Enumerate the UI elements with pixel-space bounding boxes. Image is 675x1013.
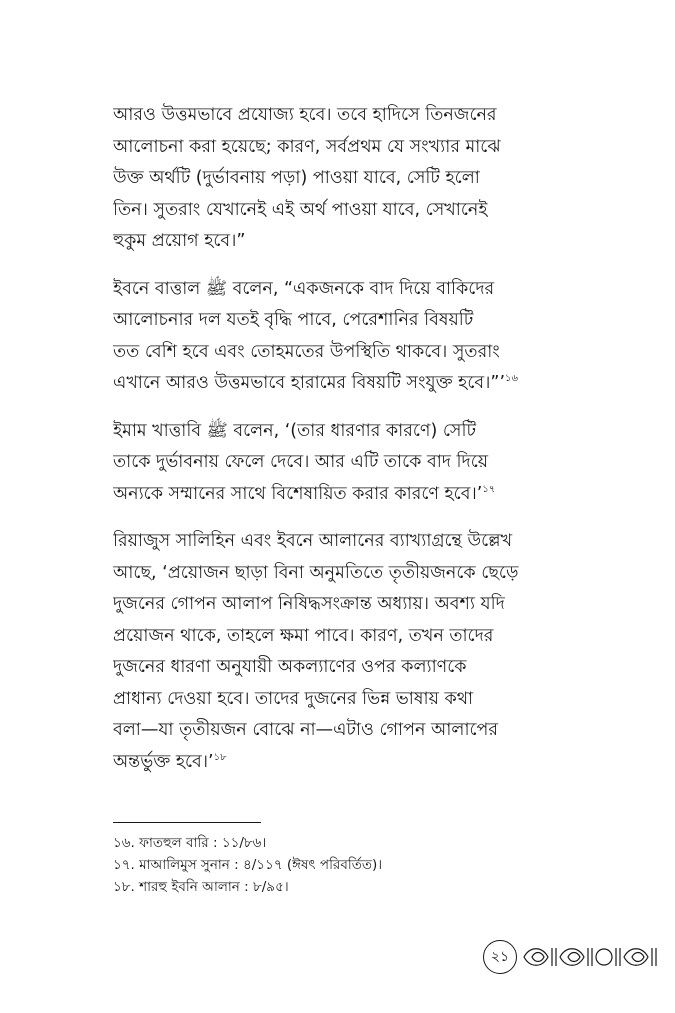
paragraph-2: [113, 274, 563, 400]
text-line: রিয়াজুস সালিহিন এবং ইবনে আলানের ব্যাখ্যাগ্রন্থে উল্লেখ: [113, 531, 513, 551]
text-line: [113, 747, 563, 779]
text-line: উক্ত অর্থটি (দুর্ভাবনায় পড়া) পাওয়া যাবে, সেটি হলো: [113, 168, 480, 188]
paragraph-4: [113, 526, 563, 778]
text-line: ইবনে বাত্তাল ﷺ বলেন, “একজনকে বাদ দিয়ে বাকিদের: [113, 278, 495, 299]
text-line: ইমাম খাত্তাবি ﷺ বলেন, ‘(তার ধারণার কারণে) সেটি: [113, 420, 477, 441]
text-line: দুজনের গোপন আলাপ নিষিদ্ধসংক্রান্ত অধ্যায়। অবশ্য যদি: [113, 594, 505, 614]
text-line-content: অন্যকে সম্মানের সাথে বিশেষায়িত করার কারণে হবে।’: [113, 483, 483, 504]
text-line: আছে, ‘প্রয়োজন ছাড়া বিনা অনুমতিতে তৃতীয়জনকে ছেড়ে: [113, 562, 519, 583]
text-line: দুজনের ধারণা অনুযায়ী অকল্যাণের ওপর কল্যাণকে: [113, 657, 467, 677]
paragraph-3: [113, 416, 563, 511]
paragraph-1: [113, 100, 563, 258]
page-number: ২১: [483, 940, 517, 974]
text-line: তিন। সুতরাং যেখানেই এই অর্থ পাওয়া যাবে, সেখানেই: [113, 199, 488, 220]
footnote-divider: [113, 822, 261, 823]
text-line: আলোচনার দল যতই বৃদ্ধি পাবে, পেরেশানির বিষয়টি: [113, 310, 474, 330]
footnote-ref[interactable]: ১৮: [213, 751, 227, 763]
ornament-border-icon: [520, 942, 660, 972]
footnote-17: ১৭. মাআলিমুস সুনান : ৪/১১৭ (ঈষৎ পরিবর্তিত)।: [113, 857, 383, 873]
text-line: আরও উত্তমভাবে প্রযোজ্য হবে। তবে হাদিসে তিনজনের: [113, 105, 497, 125]
footnote-18: ১৮. শারহু ইবনি আলান : ৮/৯৫।: [113, 879, 289, 895]
footnote-ref[interactable]: ১৭: [482, 483, 496, 495]
text-line: তত বেশি হবে এবং তোহমতের উপস্থিতি থাকবে। সুতরাং: [113, 341, 500, 362]
text-line: হুকুম প্রয়োগ হবে।”: [113, 231, 246, 251]
text-line: আলোচনা করা হয়েছে; কারণ, সর্বপ্রথম যে সংখ্যার মাঝে: [113, 136, 501, 157]
footnote-ref[interactable]: ১৬: [505, 373, 519, 384]
text-line-content: এখানে আরও উত্তমভাবে হারামের বিষয়টি সংযুক্ত হবে।”’: [113, 373, 506, 393]
text-line: তাকে দুর্ভাবনায় ফেলে দেবে। আর এটি তাকে বাদ দিয়ে: [113, 452, 489, 472]
text-line: [113, 479, 563, 511]
text-line: প্রয়োজন থাকে, তাহলে ক্ষমা পাবে। কারণ, তখন তাদের: [113, 625, 494, 646]
footnote-16: ১৬. ফাতহুল বারি : ১১/৮৬।: [113, 835, 267, 851]
main-text: [113, 100, 563, 794]
text-line-content: অন্তর্ভুক্ত হবে।’: [113, 751, 214, 772]
text-line: বলা—যা তৃতীয়জন বোঝে না—এটাও গোপন আলাপের: [113, 720, 499, 740]
text-line: [113, 368, 563, 400]
text-line: প্রাধান্য দেওয়া হবে। তাদের দুজনের ভিন্ন ভাষায় কথা: [113, 688, 474, 709]
